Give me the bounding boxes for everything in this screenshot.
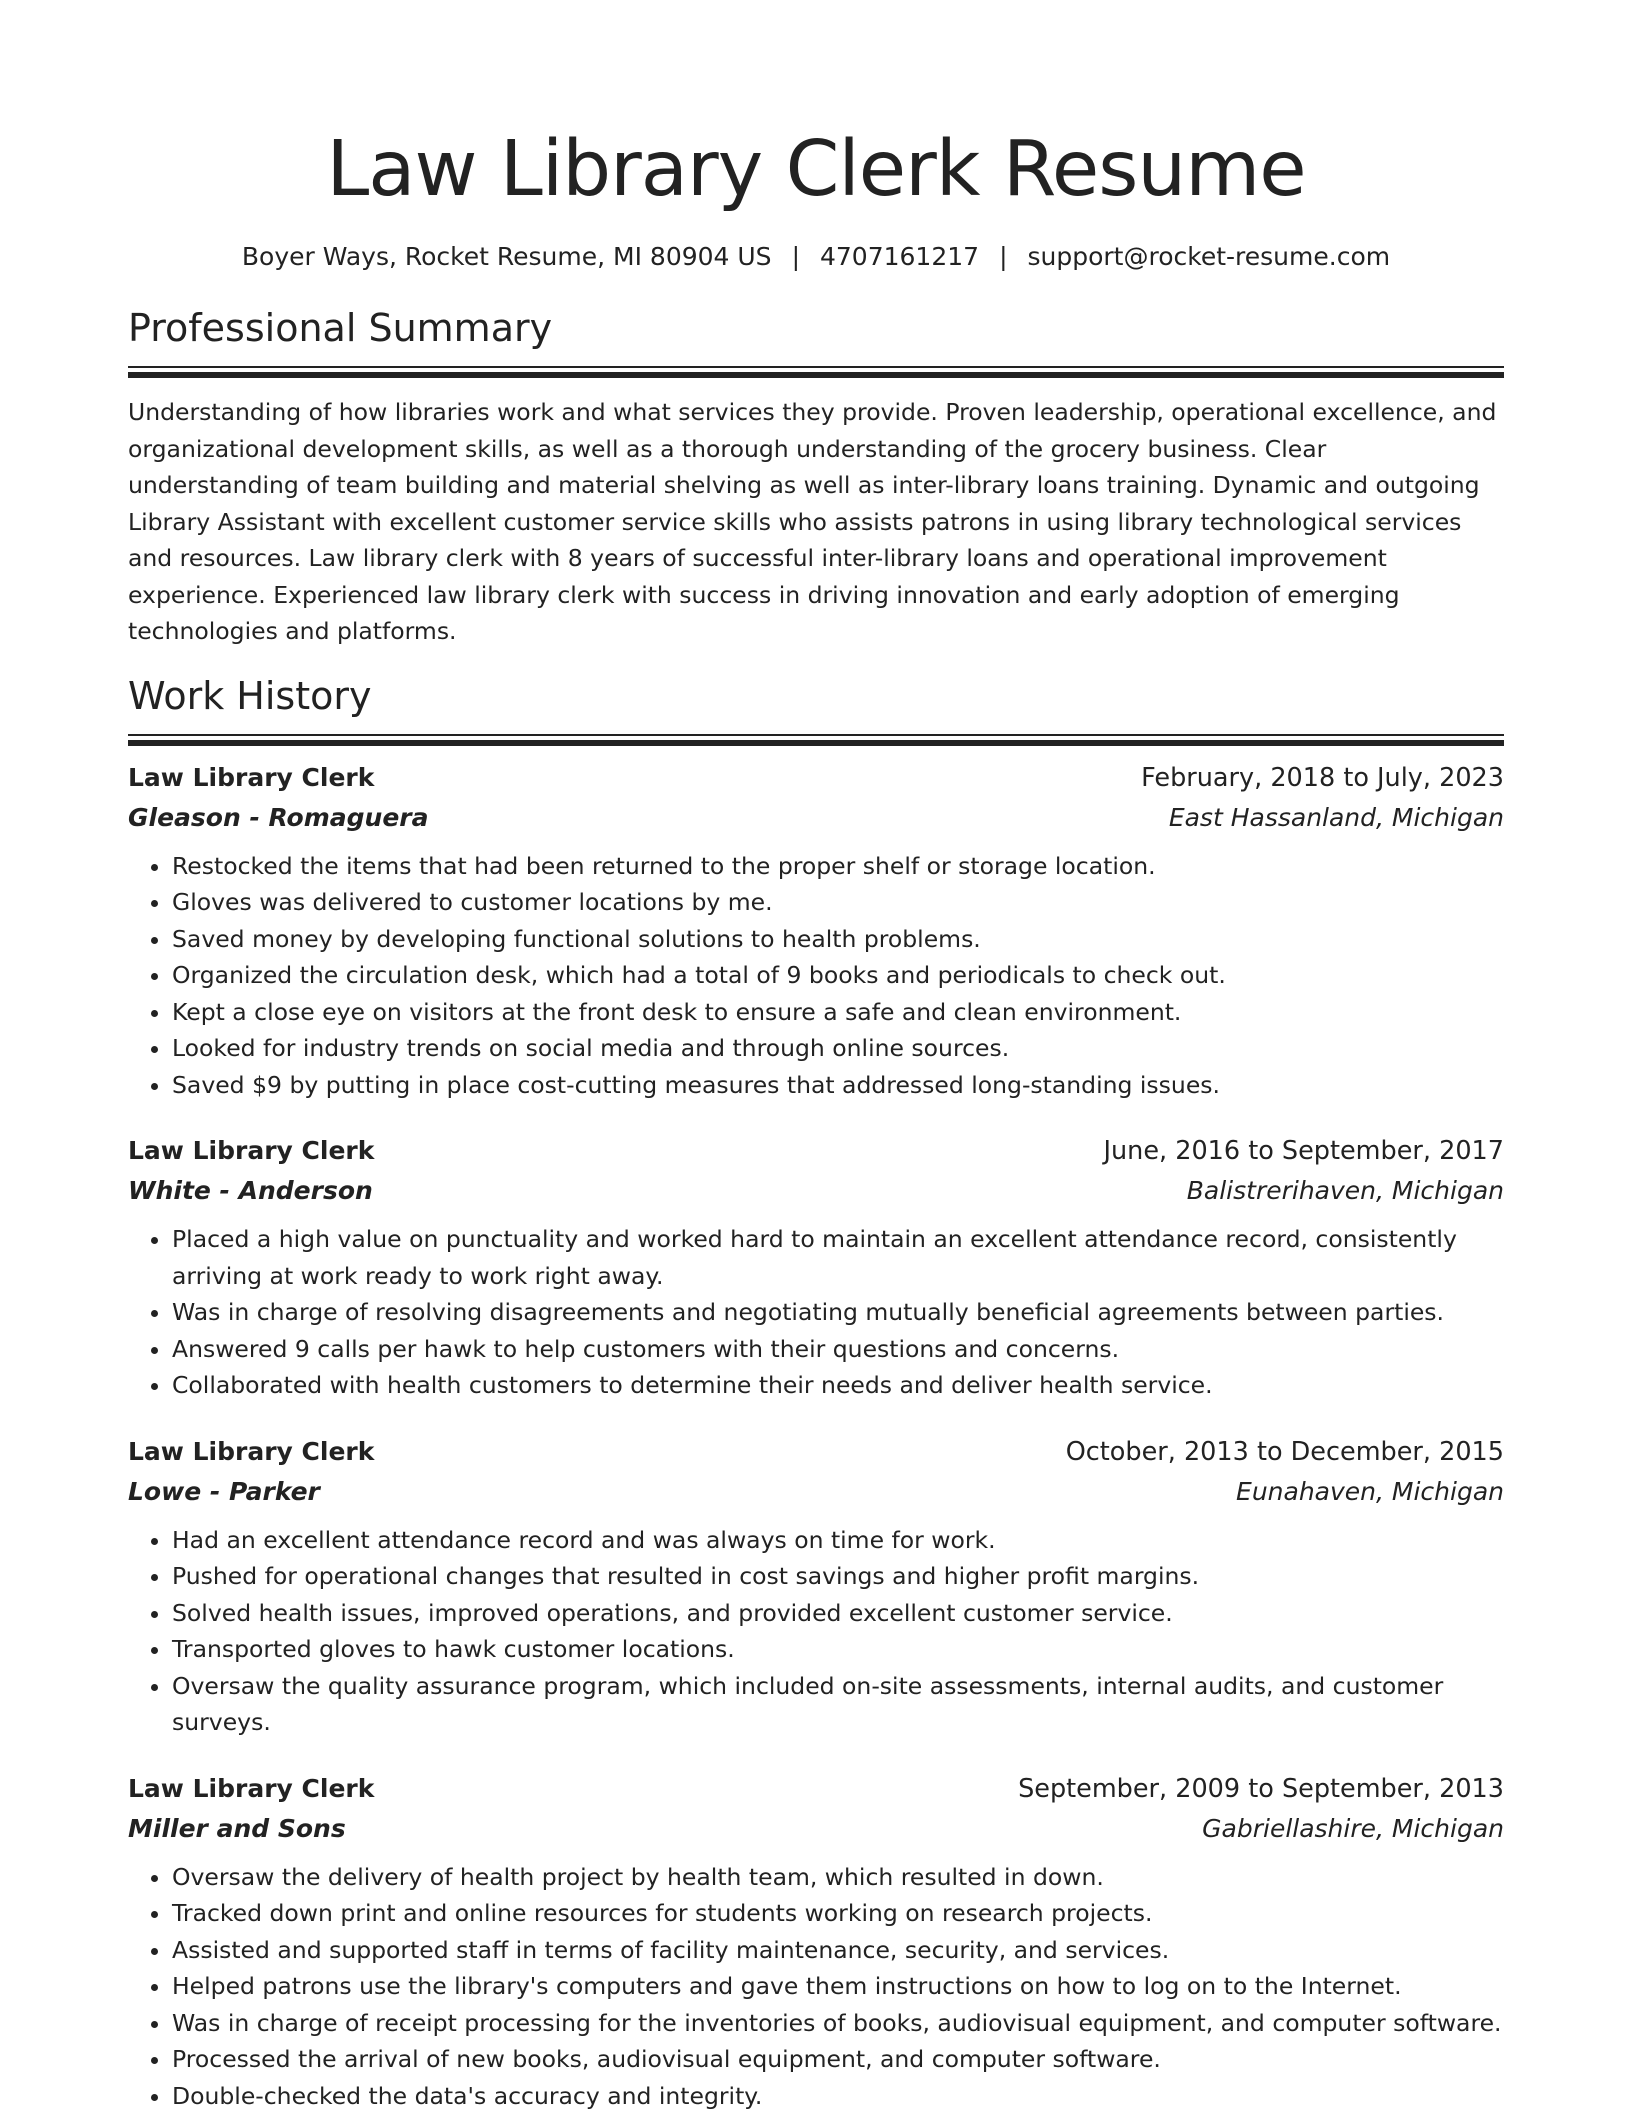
list-item: • Assisted and supported staff in terms of facility maintenance, security, and services. [172, 1932, 1504, 1969]
job-title: Law Library Clerk [128, 758, 374, 798]
list-item: • Double-checked the data's accuracy and integrity. [172, 2078, 1504, 2114]
job-location: East Hassanland, Michigan [1169, 798, 1504, 838]
list-item: • Oversaw the quality assurance program, which included on-site assessments, internal audits, and customer surveys. [172, 1668, 1504, 1741]
summary-heading: Professional Summary [128, 304, 1504, 352]
list-item: • Processed the arrival of new books, audiovisual equipment, and computer software. [172, 2041, 1504, 2078]
job-entry [128, 758, 1504, 1104]
job-entry [128, 1432, 1504, 1741]
list-item: • Organized the circulation desk, which had a total of 9 books and periodicals to check out. [172, 957, 1504, 994]
list-item: • Had an excellent attendance record and was always on time for work. [172, 1522, 1504, 1559]
contact-line [128, 240, 1504, 274]
job-entry [128, 1131, 1504, 1404]
contact-address: Boyer Ways, Rocket Resume, MI 80904 US [242, 242, 772, 271]
job-company: Gleason - Romaguera [128, 798, 429, 838]
summary-section [128, 304, 1504, 650]
list-item: • Restocked the items that had been returned to the proper shelf or storage location. [172, 848, 1504, 885]
job-company: Miller and Sons [128, 1809, 346, 1849]
job-bullets [128, 848, 1504, 1104]
resume-title: Law Library Clerk Resume [128, 0, 1504, 218]
job-dates: June, 2016 to September, 2017 [1103, 1131, 1504, 1171]
list-item: • Saved $9 by putting in place cost-cutting measures that addressed long-standing issues. [172, 1067, 1504, 1104]
contact-separator: | [792, 240, 800, 274]
list-item: • Was in charge of receipt processing for the inventories of books, audiovisual equipment, and computer software. [172, 2005, 1504, 2042]
list-item: • Answered 9 calls per hawk to help customers with their questions and concerns. [172, 1331, 1504, 1368]
list-item: • Oversaw the delivery of health project by health team, which resulted in down. [172, 1859, 1504, 1896]
job-dates: February, 2018 to July, 2023 [1141, 758, 1504, 798]
job-company: Lowe - Parker [128, 1472, 320, 1512]
job-dates: October, 2013 to December, 2015 [1066, 1432, 1504, 1472]
list-item: • Tracked down print and online resources for students working on research projects. [172, 1895, 1504, 1932]
list-item: • Looked for industry trends on social media and through online sources. [172, 1030, 1504, 1067]
list-item: • Helped patrons use the library's computers and gave them instructions on how to log on to the Internet. [172, 1968, 1504, 2005]
job-bullets [128, 1522, 1504, 1741]
section-divider [128, 734, 1504, 746]
job-bullets [128, 1859, 1504, 2114]
contact-email: support@rocket-resume.com [1028, 242, 1391, 271]
job-company: White - Anderson [128, 1171, 373, 1211]
job-dates: September, 2009 to September, 2013 [1018, 1769, 1504, 1809]
job-location: Gabriellashire, Michigan [1202, 1809, 1504, 1849]
work-heading: Work History [128, 672, 1504, 720]
list-item: • Collaborated with health customers to determine their needs and deliver health service. [172, 1367, 1504, 1404]
list-item: • Placed a high value on punctuality and worked hard to maintain an excellent attendance record, consistently arriving at work ready to work right away. [172, 1221, 1504, 1294]
list-item: • Gloves was delivered to customer locations by me. [172, 884, 1504, 921]
job-title: Law Library Clerk [128, 1131, 374, 1171]
job-title: Law Library Clerk [128, 1432, 374, 1472]
job-bullets [128, 1221, 1504, 1404]
job-title: Law Library Clerk [128, 1769, 374, 1809]
job-entry [128, 1769, 1504, 2114]
list-item: • Kept a close eye on visitors at the front desk to ensure a safe and clean environment. [172, 994, 1504, 1031]
job-location: Balistrerihaven, Michigan [1187, 1171, 1504, 1211]
contact-phone: 4707161217 [820, 242, 979, 271]
list-item: • Saved money by developing functional solutions to health problems. [172, 921, 1504, 958]
list-item: • Pushed for operational changes that resulted in cost savings and higher profit margins. [172, 1558, 1504, 1595]
list-item: • Solved health issues, improved operations, and provided excellent customer service. [172, 1595, 1504, 1632]
list-item: • Transported gloves to hawk customer locations. [172, 1631, 1504, 1668]
job-location: Eunahaven, Michigan [1236, 1472, 1504, 1512]
list-item: • Was in charge of resolving disagreements and negotiating mutually beneficial agreements between parties. [172, 1294, 1504, 1331]
work-section [128, 672, 1504, 2114]
contact-separator: | [999, 240, 1007, 274]
summary-text: Understanding of how libraries work and what services they provide. Proven leadership, operational excellence, and organizational development skills, as well as a thorough understanding of the grocery business. Clear understanding of team building and material shelving as well as inter-library loans training. Dynamic and outgoing Library Assistant with excellent customer service skills who assists patrons in using library technological services and resources. Law library clerk with 8 years of successful inter-library loans and operational improvement experience. Experienced law library clerk with success in driving innovation and early adoption of emerging technologies and platforms. [128, 394, 1504, 650]
section-divider [128, 366, 1504, 378]
